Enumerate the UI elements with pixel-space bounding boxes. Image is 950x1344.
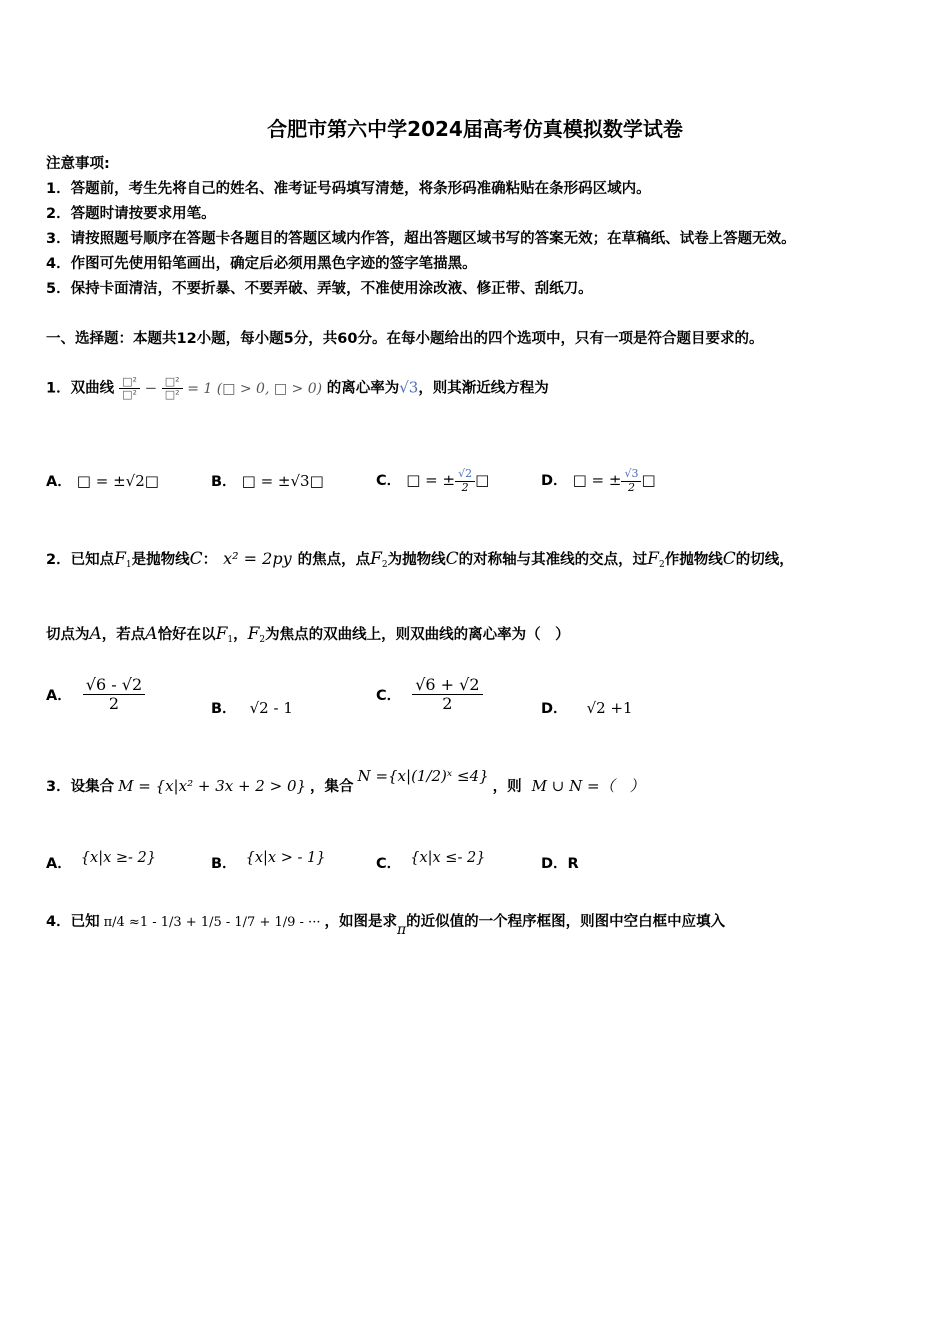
q3-option-c[interactable]: C． {x|x ≤- 2} (376, 850, 486, 872)
q2-option-c[interactable]: C． $\frac{√6 + √2}{2}$ (376, 676, 483, 712)
q2-option-d[interactable]: D． √2 +1 (541, 699, 633, 717)
q1-option-b[interactable]: B． □ = ±√3□ (211, 472, 324, 490)
q1-option-b-text: □ = ±√3□ (241, 472, 324, 490)
q1-frac-b: $\frac{\text{□²}}{\text{□²}}$ (162, 376, 183, 401)
q2-line-1: 2．已知点$F_1$是抛物线C： x² = 2py 的焦点，点$F_2$为抛物线C的对称轴与其准线的交点，过$F_2$作抛物线C的切线， (46, 549, 794, 570)
q1-eccentricity: √3 (399, 378, 419, 397)
q1-prefix: 1．双曲线 (46, 380, 115, 397)
q1-eq-rhs: = 1 (□ > 0, □ > 0) (187, 380, 323, 397)
page-title: 合肥市第六中学2024届高考仿真模拟数学试卷 (267, 117, 683, 141)
q1-option-d-frac: $\frac{√3}{2}$ (621, 468, 641, 493)
q2-option-a-frac: $\frac{√6 - √2}{2}$ (83, 676, 145, 712)
notice-item-1: 1．答题前，考生先将自己的姓名、准考证号码填写清楚，将条形码准确粘贴在条形码区域内。 (46, 181, 651, 197)
q2-option-b[interactable]: B． √2 - 1 (211, 699, 293, 717)
q1-option-a[interactable]: A． □ = ±√2□ (46, 472, 159, 490)
q2-option-d-text: √2 +1 (586, 699, 633, 717)
q3-option-b[interactable]: B． {x|x > - 1} (211, 850, 326, 872)
q1-middle: 的离心率为 (326, 380, 400, 397)
q2-parabola-equation: x² = 2py (223, 549, 292, 568)
q1-hyperbola-equation: $\frac{\text{□²}}{\text{□²}}$ − $\frac{\text{□²}}{\text{□²}}$ = 1 (□ > 0, □ > 0) (119, 381, 327, 397)
q1-frac-a: $\frac{\text{□²}}{\text{□²}}$ (119, 376, 140, 401)
q1-option-c-frac: $\frac{√2}{2}$ (455, 468, 475, 493)
q2-option-c-frac: $\frac{√6 + √2}{2}$ (412, 676, 482, 712)
q3-set-n: N ={x|(1/2)ˣ ≤4} (357, 767, 489, 785)
q1-option-d[interactable]: D． □ = ± $\frac{√3}{2}$ □ (541, 467, 656, 494)
notice-item-3: 3．请按照题号顺序在答题卡各题目的答题区域内作答，超出答题区域书写的答案无效；在草稿纸、试卷上答题无效。 (46, 231, 796, 247)
q2-option-b-text: √2 - 1 (249, 699, 293, 717)
q3-option-a[interactable]: A． {x|x ≥- 2} (46, 850, 156, 872)
q3-set-m: M = {x|x² + 3x + 2 > 0} (118, 777, 307, 795)
q1-option-c-text: □ = ± (406, 471, 456, 489)
q2-line-2: 切点为A，若点A恰好在以$F_1$，$F_2$为焦点的双曲线上，则双曲线的离心率为（ ） (46, 624, 570, 645)
q1-option-a-text: □ = ±√2□ (76, 472, 159, 490)
q1-option-c[interactable]: C． □ = ± $\frac{√2}{2}$ □ (376, 467, 490, 494)
q4-stem: 4．已知 π/4 ≈1 - 1/3 + 1/5 - 1/7 + 1/9 - ··· ，如图是求π的近似值的一个程序框图，则图中空白框中应填入 (46, 914, 726, 938)
q3-option-d[interactable]: D．R (541, 856, 579, 872)
notice-heading: 注意事项: (46, 156, 110, 172)
q3-option-c-text: {x|x ≤- 2} (410, 850, 486, 866)
q2-option-a[interactable]: A． $\frac{√6 - √2}{2}$ (46, 676, 145, 712)
q1-stem (46, 376, 549, 401)
section-heading: 一、选择题：本题共12小题，每小题5分，共60分。在每小题给出的四个选项中，只有一项是符合题目要求的。 (46, 331, 764, 347)
q4-pi: π (396, 922, 407, 938)
notice-item-2: 2．答题时请按要求用笔。 (46, 206, 216, 222)
q4-series: π/4 ≈1 - 1/3 + 1/5 - 1/7 + 1/9 - ··· (103, 915, 321, 930)
q3-option-a-text: {x|x ≥- 2} (80, 850, 156, 866)
notice-item-4: 4．作图可先使用铅笔画出，确定后必须用黑色字迹的签字笔描黑。 (46, 256, 477, 272)
q1-option-d-text: □ = ± (572, 471, 622, 489)
q1-suffix: ，则其渐近线方程为 (418, 380, 549, 397)
q3-option-b-text: {x|x > - 1} (245, 850, 326, 866)
q3-union: M ∪ N =（ ） (531, 777, 645, 795)
q3-option-d-text: R (567, 856, 579, 872)
notice-item-5: 5．保持卡面清洁，不要折暴、不要弄破、弄皱，不准使用涂改液、修正带、刮纸刀。 (46, 281, 593, 297)
q3-stem: 3．设集合 M = {x|x² + 3x + 2 > 0} ，集合N ={x|(1/2)ˣ ≤4}，则 M ∪ N =（ ） (46, 767, 645, 795)
